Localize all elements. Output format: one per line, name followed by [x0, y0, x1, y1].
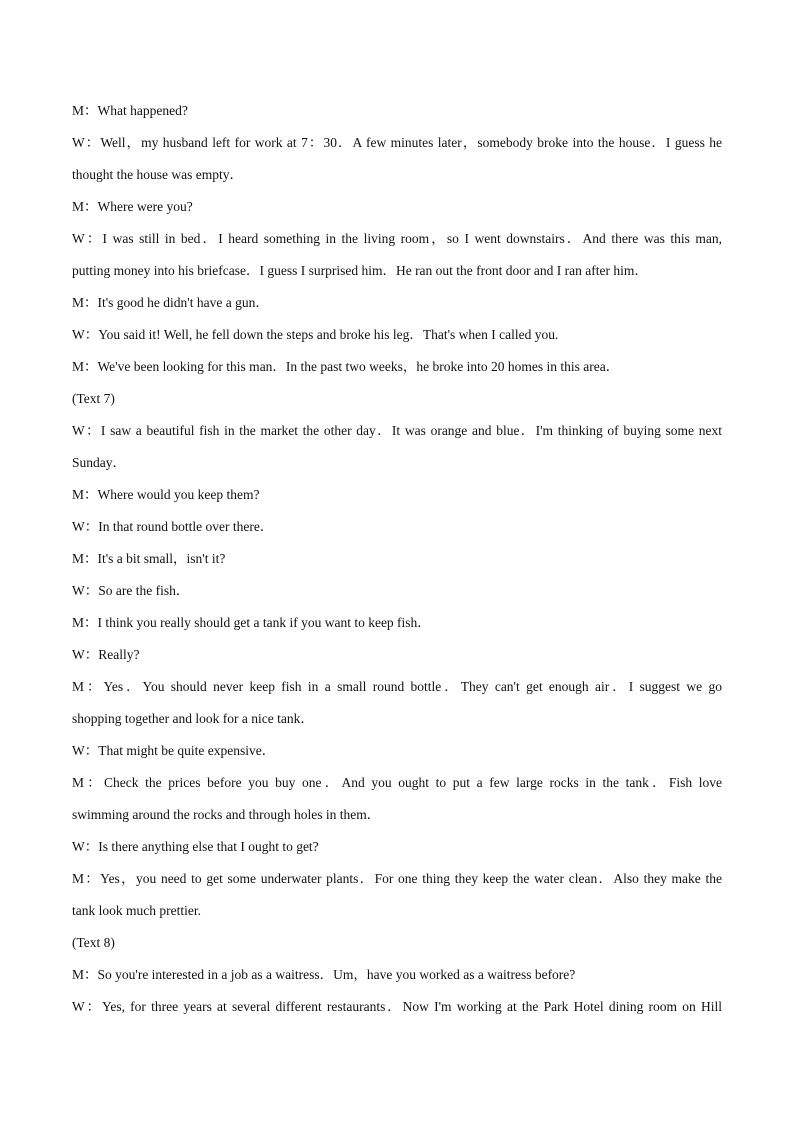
- dialogue-line: W：You said it! Well, he fell down the steps and broke his leg．That's when I called you.: [72, 327, 559, 342]
- dialogue-line: W：That might be quite expensive．: [72, 743, 276, 758]
- dialogue-line: W：Is there anything else that I ought to get?: [72, 839, 319, 854]
- dialogue-line: thought the house was empty．: [72, 167, 243, 182]
- dialogue-line: M：So you're interested in a job as a waitress．Um，have you worked as a waitress before?: [72, 967, 576, 982]
- dialogue-line: M：Yes．You should never keep fish in a small round bottle．They can't get enough air．I suggest we go: [72, 679, 722, 694]
- document-page: [72, 95, 722, 1023]
- dialogue-line: Sunday．: [72, 455, 126, 470]
- section-heading: (Text 8): [72, 935, 115, 950]
- dialogue-line: swimming around the rocks and through holes in them．: [72, 807, 381, 822]
- dialogue-line: M：Yes，you need to get some underwater plants．For one thing they keep the water clean．Also they make the: [72, 871, 722, 886]
- dialogue-line: M：Check the prices before you buy one．And you ought to put a few large rocks in the tank．Fish love: [72, 775, 722, 790]
- dialogue-line: M：What happened?: [72, 103, 188, 118]
- dialogue-line: M：Where would you keep them?: [72, 487, 260, 502]
- dialogue-line: W：I saw a beautiful fish in the market the other day．It was orange and blue．I'm thinking of buying some next: [72, 423, 722, 438]
- dialogue-line: tank look much prettier.: [72, 903, 201, 918]
- dialogue-line: M：It's good he didn't have a gun．: [72, 295, 269, 310]
- dialogue-line: M：We've been looking for this man．In the past two weeks，he broke into 20 homes in this area．: [72, 359, 620, 374]
- dialogue-line: shopping together and look for a nice tank．: [72, 711, 314, 726]
- dialogue-line: M：Where were you?: [72, 199, 193, 214]
- dialogue-line: W：So are the fish．: [72, 583, 190, 598]
- dialogue-line: W：Really?: [72, 647, 140, 662]
- dialogue-line: putting money into his briefcase．I guess I surprised him．He ran out the front door and I ran after him．: [72, 263, 648, 278]
- dialogue-line: W：Well，my husband left for work at 7：30．A few minutes later，somebody broke into the house．I guess he: [72, 135, 722, 150]
- dialogue-line: W：Yes, for three years at several different restaurants．Now I'm working at the Park Hotel dining room on Hill: [72, 999, 722, 1014]
- dialogue-line: W：I was still in bed．I heard something in the living room，so I went downstairs．And there was this man,: [72, 231, 722, 246]
- section-heading: (Text 7): [72, 391, 115, 406]
- dialogue-line: M：I think you really should get a tank if you want to keep fish．: [72, 615, 431, 630]
- dialogue-line: M：It's a bit small，isn't it?: [72, 551, 226, 566]
- dialogue-line: W：In that round bottle over there．: [72, 519, 274, 534]
